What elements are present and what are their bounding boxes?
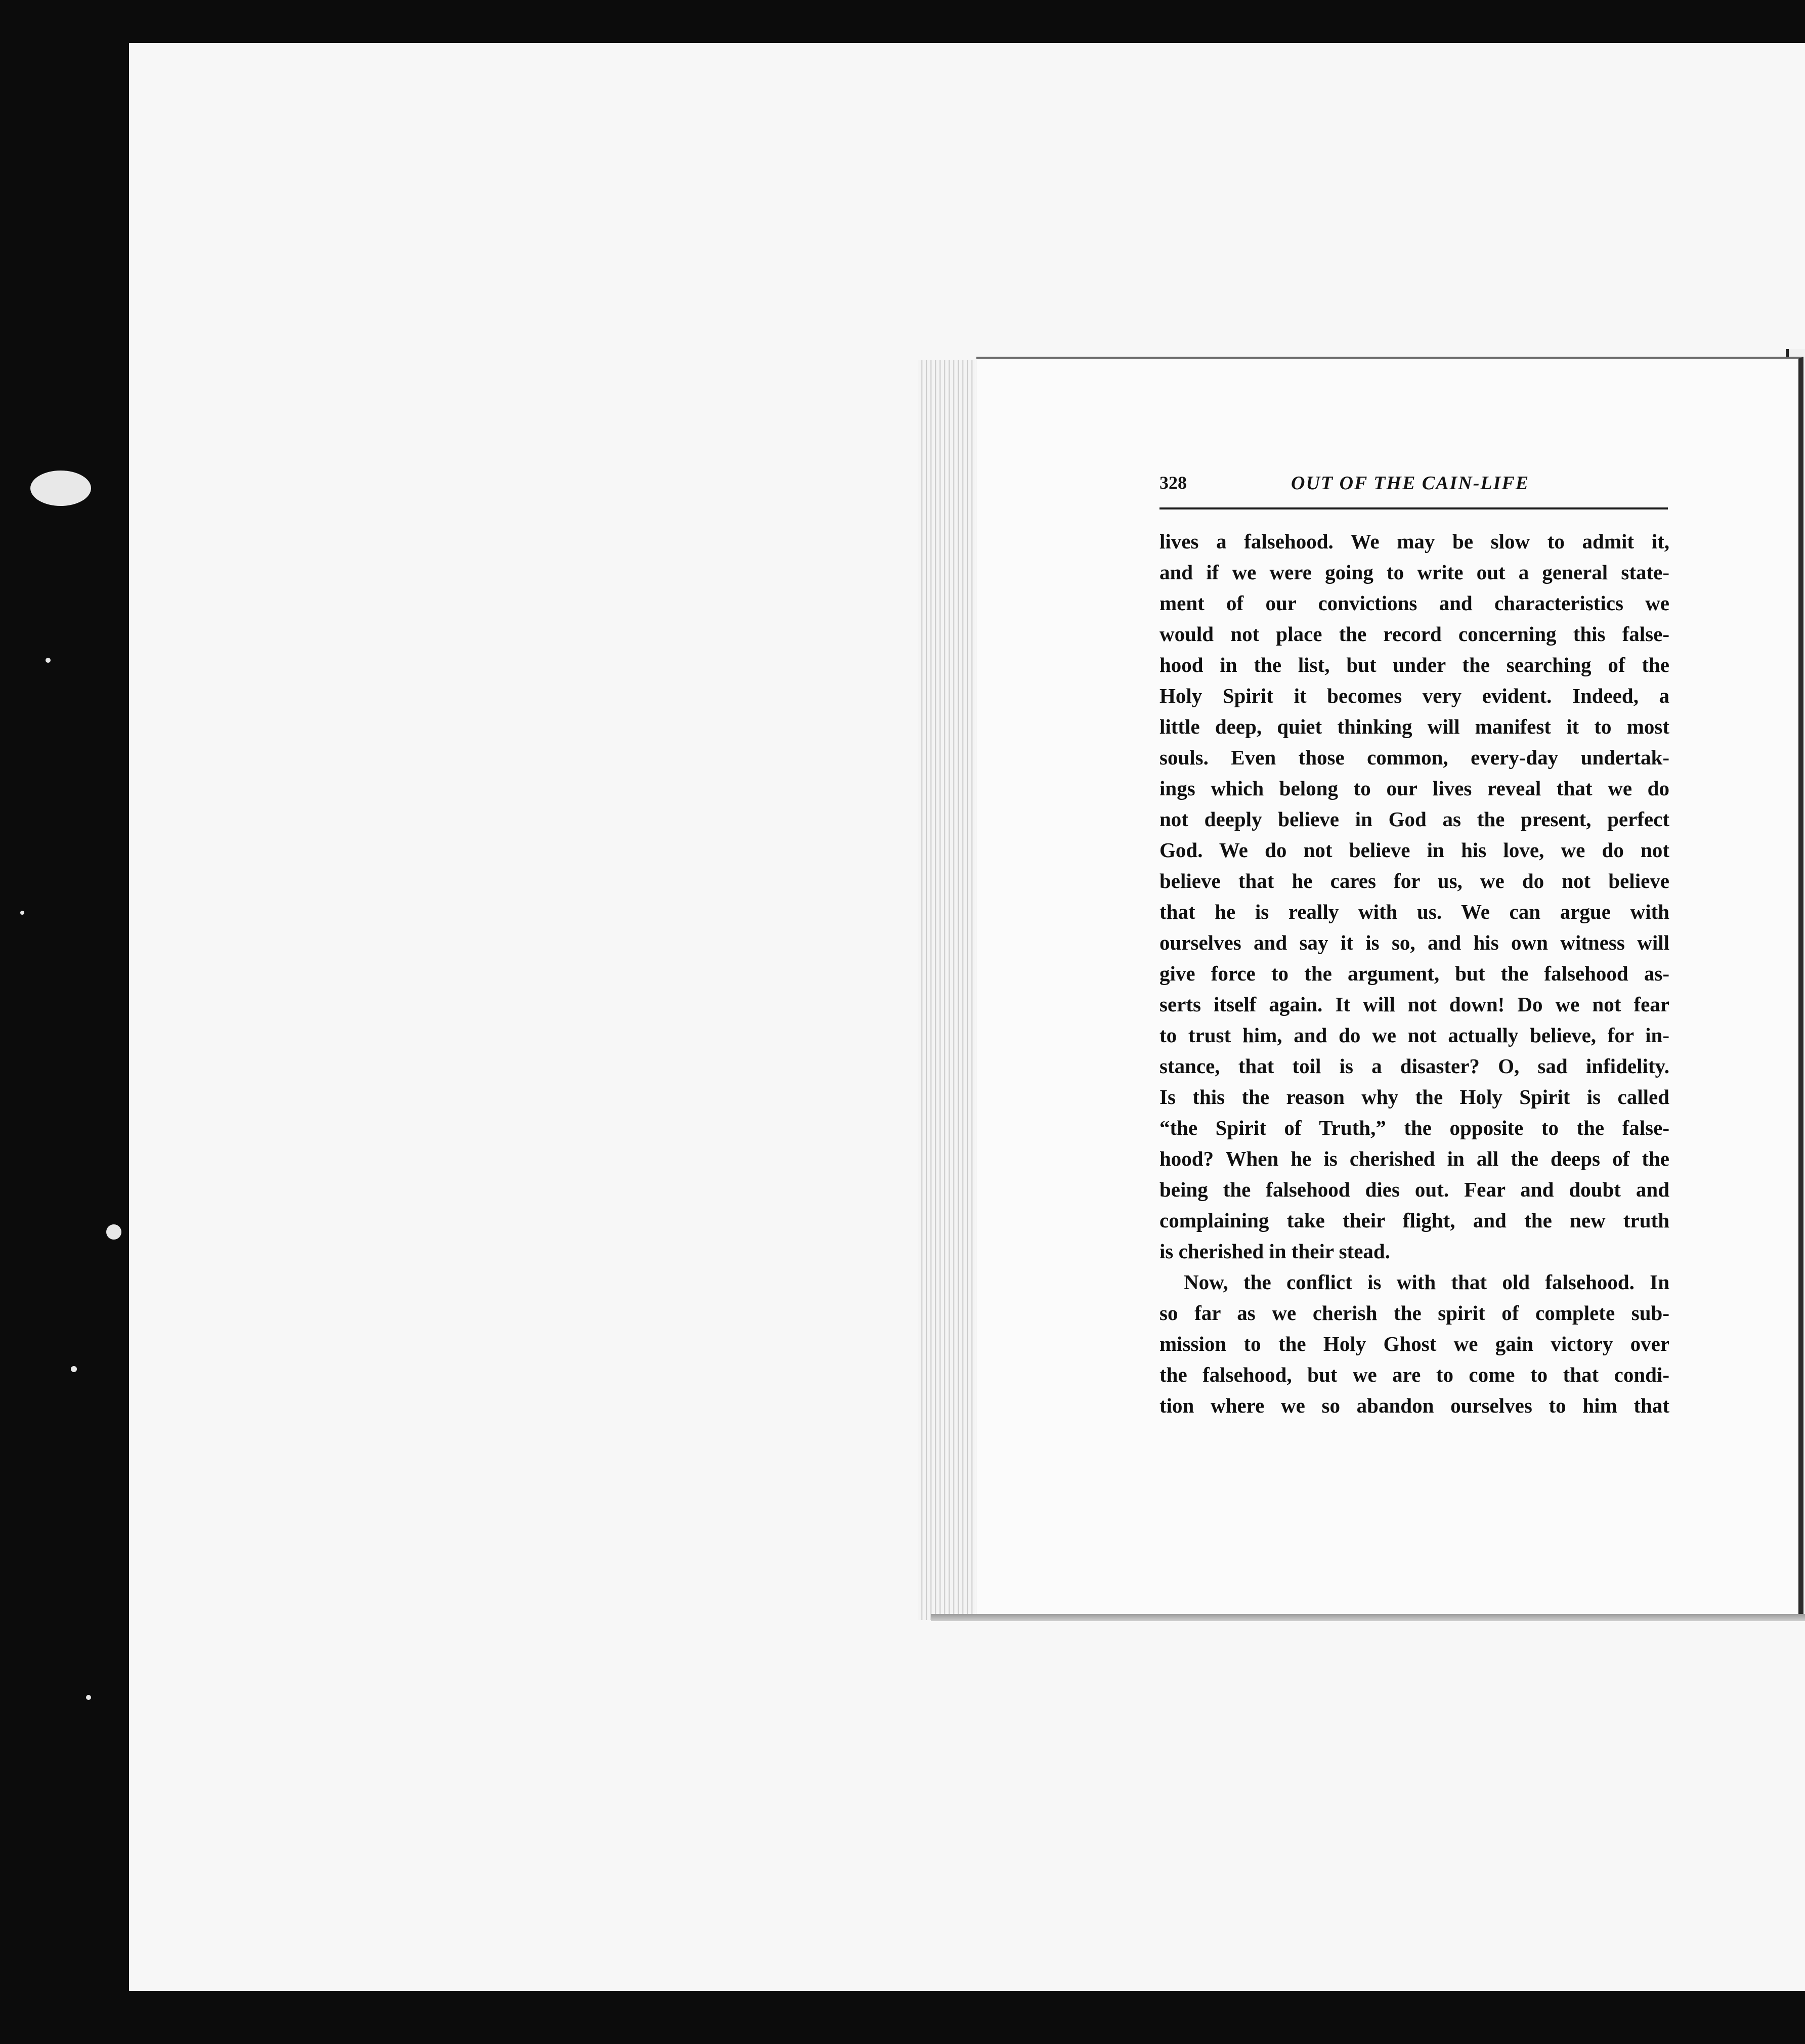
text-line: mission to the Holy Ghost we gain victory over bbox=[1159, 1332, 1669, 1355]
page-bottom-shadow bbox=[931, 1614, 1805, 1621]
film-speck bbox=[46, 658, 51, 663]
text-line: “the Spirit of Truth,” the opposite to the false- bbox=[1159, 1116, 1669, 1139]
body-text bbox=[1159, 526, 1669, 1421]
running-head bbox=[1159, 468, 1665, 498]
text-line: believe that he cares for us, we do not believe bbox=[1159, 869, 1669, 892]
film-speck bbox=[20, 911, 24, 915]
text-line: lives a falsehood. We may be slow to admit it, bbox=[1159, 530, 1669, 553]
text-line: would not place the record concerning this false- bbox=[1159, 622, 1669, 646]
text-line: God. We do not believe in his love, we do not bbox=[1159, 838, 1669, 862]
text-line: hood? When he is cherished in all the deeps of the bbox=[1159, 1147, 1669, 1170]
text-line: and if we were going to write out a general state- bbox=[1159, 561, 1669, 584]
film-speck bbox=[86, 1695, 91, 1700]
text-line: complaining take their flight, and the new truth bbox=[1159, 1209, 1669, 1232]
film-speck bbox=[30, 471, 91, 506]
text-line: give force to the argument, but the falsehood as- bbox=[1159, 962, 1669, 985]
text-line: Now, the conflict is with that old falsehood. In bbox=[1184, 1270, 1669, 1294]
text-line: Is this the reason why the Holy Spirit is called bbox=[1159, 1085, 1669, 1109]
text-line: tion where we so abandon ourselves to him that bbox=[1159, 1394, 1669, 1417]
text-line: not deeply believe in God as the present, perfect bbox=[1159, 807, 1669, 831]
header-rule bbox=[1159, 507, 1668, 509]
text-line: to trust him, and do we not actually believe, for in- bbox=[1159, 1024, 1669, 1047]
text-line: so far as we cherish the spirit of complete sub- bbox=[1159, 1301, 1669, 1325]
page-number: 328 bbox=[1159, 473, 1187, 493]
text-line: the falsehood, but we are to come to that condi- bbox=[1159, 1363, 1669, 1386]
film-speck bbox=[106, 1224, 121, 1240]
text-line: is cherished in their stead. bbox=[1159, 1240, 1390, 1263]
text-line: serts itself again. It will not down! Do we not fear bbox=[1159, 993, 1669, 1016]
text-line: souls. Even those common, every-day undertak- bbox=[1159, 746, 1669, 769]
text-line: ings which belong to our lives reveal that we do bbox=[1159, 777, 1669, 800]
running-head-title: OUT OF THE CAIN-LIFE bbox=[1291, 473, 1530, 494]
film-speck bbox=[71, 1366, 77, 1372]
text-line: stance, that toil is a disaster? O, sad infidelity. bbox=[1159, 1054, 1669, 1078]
text-line: being the falsehood dies out. Fear and doubt and bbox=[1159, 1178, 1669, 1201]
text-line: hood in the list, but under the searching of the bbox=[1159, 653, 1669, 676]
text-line: Holy Spirit it becomes very evident. Indeed, a bbox=[1159, 684, 1669, 707]
text-line: ourselves and say it is so, and his own witness will bbox=[1159, 931, 1669, 954]
book-page-edges bbox=[918, 360, 979, 1620]
text-line: ment of our convictions and characteristics we bbox=[1159, 591, 1669, 615]
text-line: that he is really with us. We can argue with bbox=[1159, 900, 1669, 923]
text-line: little deep, quiet thinking will manifest it to most bbox=[1159, 715, 1669, 738]
